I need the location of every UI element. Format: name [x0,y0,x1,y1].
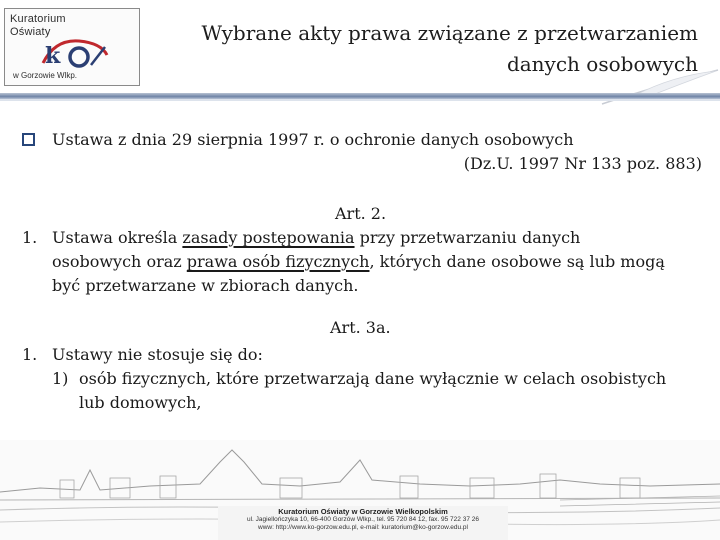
art2-line3: być przetwarzane w zbiorach danych. [52,276,359,295]
svg-text:k: k [45,43,61,69]
art3a-heading: Art. 3a. [330,318,391,337]
art3a-line1: Ustawy nie stosuje się do: [52,345,263,364]
footer-address: ul. Jagiellończyka 10, 66-400 Gorzów Wlkp., tel. 95 720 84 12, fax. 95 722 37 26 [247,516,479,523]
art3a-sub-number: 1) [52,369,69,388]
art2-heading: Art. 2. [335,204,387,223]
logo-text-line1: Kuratorium [10,13,66,25]
art3a-sub-line2: lub domowych, [79,393,202,412]
title-line2: danych osobowych [506,52,698,76]
art2-underlined-rules: zasady postępowania [182,228,355,247]
art3a-sub-line1: osób fizycznych, które przetwarzają dane wyłącznie w celach osobistych [79,369,667,388]
footer-org-name: Kuratorium Oświaty w Gorzowie Wielkopolskim [278,507,448,516]
footer-contact-box [218,506,508,540]
logo-city-text: w Gorzowie Wlkp. [13,71,78,80]
header-divider-shadow [0,99,720,101]
art2-line2 [52,250,665,274]
slide-footer [0,440,720,540]
ko-emblem-icon [35,33,113,73]
art3a-item-number: 1. [22,345,38,364]
art2-line2-text-b: , których dane osobowe są lub mogą [369,252,665,271]
art2-line1-text-a: Ustawa określa [52,228,183,247]
art2-line1 [52,226,580,250]
slide-header [0,0,720,96]
art2-underlined-rights: prawa osób fizycznych [186,252,370,271]
art2-line1-text-b: przy przetwarzaniu danych [354,228,581,247]
footer-web: www: http://www.ko-gorzow.edu.pl, e-mail: kuratorium@ko-gorzow.edu.pl [258,524,468,531]
art2-line2-text-a: osobowych oraz [52,252,187,271]
square-bullet-icon [22,133,35,146]
law-reference: (Dz.U. 1997 Nr 133 poz. 883) [463,154,702,173]
kuratorium-logo [4,8,140,86]
law-title: Ustawa z dnia 29 sierpnia 1997 r. o ochronie danych osobowych [52,130,574,149]
art2-item-number: 1. [22,228,38,247]
logo-text-line2: Oświaty [10,26,51,38]
title-line1: Wybrane akty prawa związane z przetwarzaniem [201,21,698,45]
